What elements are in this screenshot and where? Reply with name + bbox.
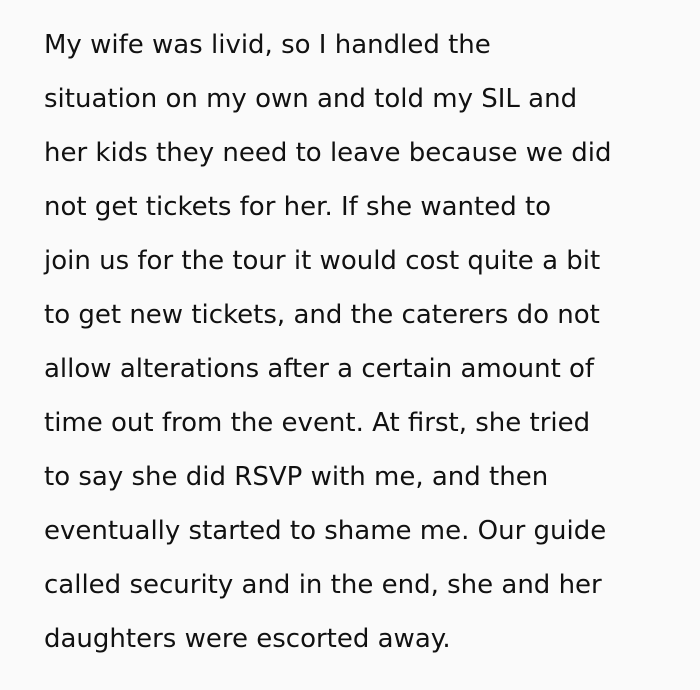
paragraph-line: eventually started to shame me. Our guide bbox=[44, 516, 607, 546]
paragraph-line: to say she did RSVP with me, and then bbox=[44, 462, 549, 492]
paragraph-line: her kids they need to leave because we did bbox=[44, 138, 612, 168]
paragraph-line: called security and in the end, she and her bbox=[44, 570, 602, 600]
paragraph-line: to get new tickets, and the caterers do not bbox=[44, 300, 600, 330]
paragraph-line: time out from the event. At first, she tried bbox=[44, 408, 591, 438]
paragraph-line: allow alterations after a certain amount of bbox=[44, 354, 595, 384]
paragraph-line: not get tickets for her. If she wanted to bbox=[44, 192, 552, 222]
paragraph-line: daughters were escorted away. bbox=[44, 624, 451, 654]
paragraph-line: situation on my own and told my SIL and bbox=[44, 84, 578, 114]
paragraph-line: join us for the tour it would cost quite a bit bbox=[44, 246, 601, 276]
paragraph-line: My wife was livid, so I handled the bbox=[44, 30, 491, 60]
story-paragraph bbox=[44, 18, 612, 666]
